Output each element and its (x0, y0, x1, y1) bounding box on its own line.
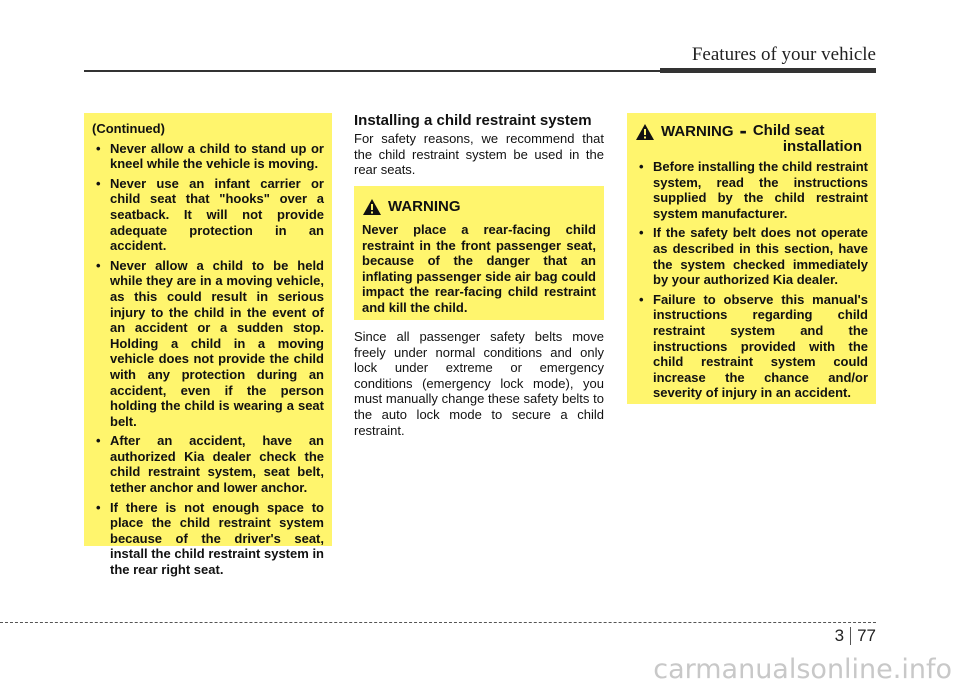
section-title: Features of your vehicle (691, 44, 876, 65)
list-item: • Never use an infant carrier or child seat that "hooks" over a seatback. It will not provide adequate protection in an accident. (92, 176, 324, 254)
chapter-number: 3 (834, 626, 845, 645)
list-item: • Before installing the child restraint system, read the instructions supplied by the child restraint system manufacturer. (635, 159, 868, 221)
list-item: • Never allow a child to stand up or kneel while the vehicle is moving. (92, 141, 324, 172)
header-rule-accent (660, 68, 876, 73)
warning-subtitle-line2: installation (782, 138, 863, 155)
list-item: • Failure to observe this manual's instructions regarding child restraint system and the instructions provided with the child restraint system could increase the chance and/or severity of injury in an accident. (635, 292, 868, 401)
list-item: • If there is not enough space to place the child restraint system because of the driver's seat, install the child restraint system in the rear right seat. (92, 500, 324, 578)
continued-heading: (Continued) (92, 121, 165, 136)
warning-dash: - (739, 118, 747, 143)
list-item: • After an accident, have an authorized Kia dealer check the child restraint system, seat belt, tether anchor and lower anchor. (92, 433, 324, 495)
installation-bullet-list (635, 159, 868, 401)
continued-bullet-list (92, 141, 324, 578)
child-seat-installation-warning-box (627, 113, 876, 404)
watermark: carmanualsonline.info (653, 654, 952, 685)
warning-subtitle-line1: Child seat (752, 122, 825, 139)
warning-subtitle (753, 123, 862, 155)
lock-mode-paragraph: Since all passenger safety belts move freely under normal conditions and only lock under extreme or emergency conditions (emergency lock mode), you must manually change these safety belts to the auto lock mode to secure a child restraint. (354, 329, 604, 438)
list-item: • If the safety belt does not operate as described in this section, have the system checked immediately by your authorized Kia dealer. (635, 225, 868, 287)
page-number-divider (850, 627, 851, 645)
rear-facing-warning-box (354, 186, 604, 320)
warning-triangle-icon (362, 198, 382, 216)
footer-rule (0, 622, 876, 623)
warning-header (635, 118, 868, 155)
list-item: • Never allow a child to be held while they are in a moving vehicle, as this could result in serious injury to the child in the event of an accident or a sudden stop. Holding a child in a moving vehicle does not provide the child with any protection during an accident, even if the person holding the child is wearing a seat belt. (92, 258, 324, 430)
install-heading: Installing a child restraint system (354, 112, 592, 129)
warning-header (362, 198, 596, 216)
warning-body: Never place a rear-facing child restraint in the front passenger seat, because of the danger that an inflating passenger side air bag could impact the rear-facing child restraint and kill the child. (362, 222, 596, 315)
page-number (835, 626, 876, 646)
warning-title: WARNING (661, 123, 734, 140)
page-number-value: 77 (857, 626, 876, 645)
continued-warning-box (84, 113, 332, 578)
install-intro-paragraph: For safety reasons, we recommend that the child restraint system be used in the rear seats. (354, 131, 604, 178)
warning-title: WARNING (388, 198, 461, 215)
warning-triangle-icon (635, 123, 655, 141)
